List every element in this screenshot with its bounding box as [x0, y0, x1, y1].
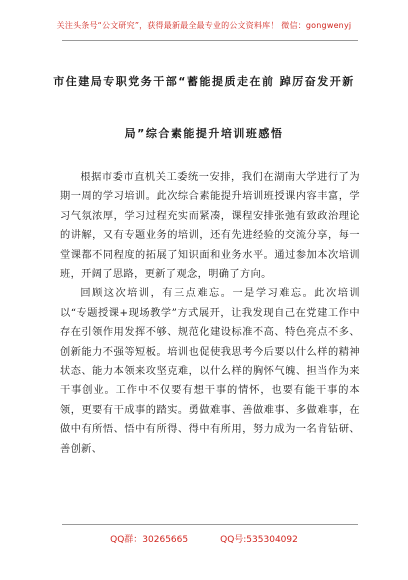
footer-divider	[62, 524, 358, 525]
header-divider	[62, 40, 358, 41]
document-body	[60, 168, 360, 459]
footer-qq-group: QQ群：30265665	[110, 535, 189, 545]
footer-contact	[0, 532, 408, 545]
header-note: 关注头条号“公文研究”，获得最新最全最专业的公文资料库！ 微信：gongwenyj	[56, 21, 352, 30]
document-title-line-2: 局”综合素能提升培训班感悟	[124, 127, 284, 140]
body-paragraph: 回顾这次培训，有三点难忘。一是学习难忘。此次培训以“专题授课+现场教学”方式展开，让我发现自己在党建工作中存在引领作用发挥不够、规范化建设标准不高、特色亮点不多、创新能力不强等短板。培训也促使我思考今后要以什么样的精神状态、能力本领来攻坚克难，以什么样的胸怀气魄、担当作为来干事创业。工作中不仅要有想干事的情怀，也要有能干事的本领，更要有干成事的踏实。勇做难事、善做难事、多做难事，在做中有所悟、悟中有所得、得中有所用，努力成为一名肯钻研、善创新、	[60, 288, 360, 455]
footer-qq-number: QQ号:535304092	[220, 535, 298, 545]
document-title-line-1: 市住建局专职党务干部“蓄能提质走在前 踔厉奋发开新	[53, 75, 355, 88]
body-paragraph: 根据市委市直机关工委统一安排，我们在湖南大学进行了为期一周的学习培训。此次综合素能提升培训班授课内容丰富，学习气氛浓厚，学习过程充实而紧凑，课程安排张弛有致政治理论的讲解，又有专题业务的培训，还有先进经验的交流分享，每一堂课都不同程度的拓展了知识面和业务水平。通过参加本次培训班，开阔了思路，更新了观念，明确了方向。	[60, 172, 360, 281]
